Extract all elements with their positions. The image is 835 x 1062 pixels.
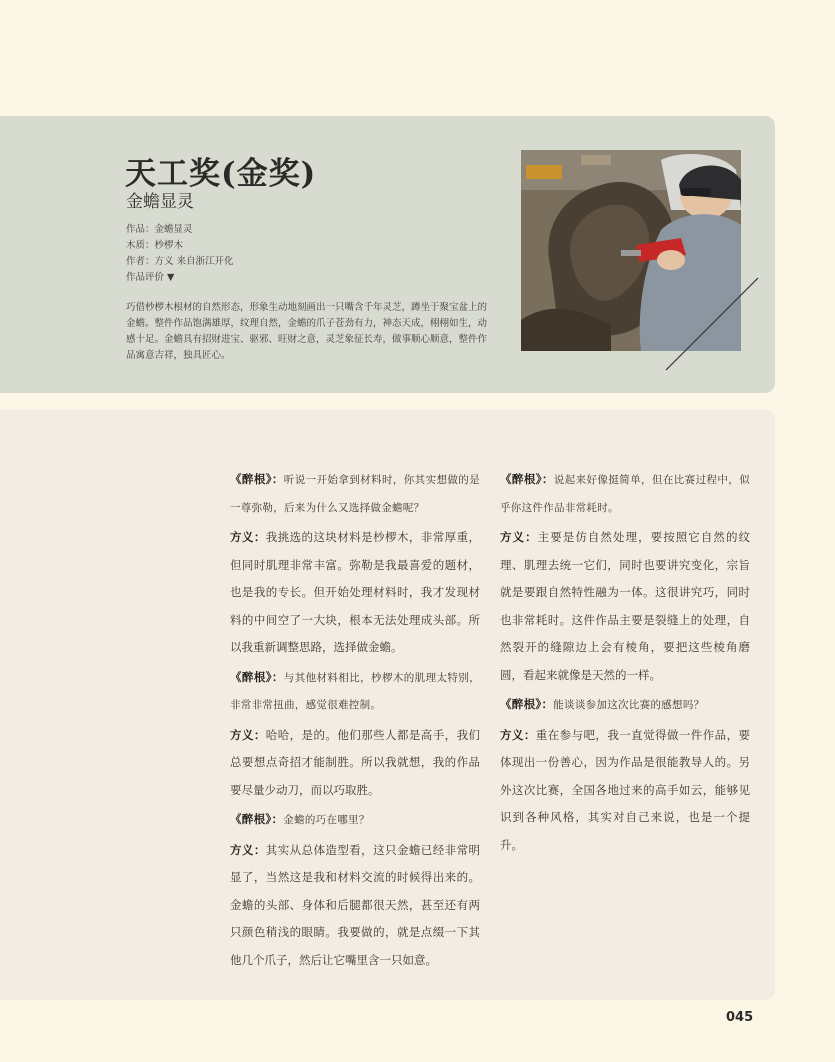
speaker-label: 《醉根》： xyxy=(230,812,284,826)
question-text: 与其他材料相比，杪椤木的肌理太特别，非常非常扭曲，感觉很难控制。 xyxy=(230,671,481,711)
question-text: 能谈谈参加这次比赛的感想吗？ xyxy=(553,699,705,711)
answer-text: 哈哈，是的。他们那些人都是高手，我们总要想点奇招才能制胜。所以我就想，我的作品要尽量少动刀，而以巧取胜。 xyxy=(230,727,481,797)
speaker-label: 方义： xyxy=(500,727,536,742)
interview-column-left xyxy=(230,466,480,976)
work-meta xyxy=(126,222,234,286)
page-number: 045 xyxy=(726,1010,754,1025)
answer xyxy=(500,524,750,689)
answer-text: 我挑选的这块材料是杪椤木，非常厚重，但同时肌理非常丰富。弥勒是我最喜爱的题材，也是我的专长。但开始处理材料时，我才发现材料的中间空了一大块，根本无法处理成头部。所以我重新调整思路，选择做金蟾。 xyxy=(230,530,481,654)
meta-author: 作者：方义 来自浙江开化 xyxy=(126,256,234,267)
answer-text: 重在参与吧，我一直觉得做一件作品，要体现出一份善心，因为作品是很能教导人的。另外这次比赛，全国各地过来的高手如云，能够见识到各种风格，其实对自己来说，也是一个提升。 xyxy=(500,727,751,852)
speaker-label: 《醉根》： xyxy=(500,472,554,486)
speaker-label: 《醉根》： xyxy=(230,472,284,486)
meta-material: 木质：杪椤木 xyxy=(126,240,184,251)
question-text: 说起来好像挺简单，但在比赛过程中，似乎你这件作品非常耗时。 xyxy=(500,474,751,514)
speaker-label: 方义： xyxy=(230,727,266,742)
work-subtitle: 金蟾显灵 xyxy=(126,192,194,212)
meta-review-toggle[interactable]: 作品评价 ▼ xyxy=(126,272,175,283)
answer xyxy=(500,722,750,860)
work-description: 巧借杪椤木根材的自然形态，形象生动地刻画出一只嘴含千年灵芝，蹲坐于聚宝盆上的金蟾。整件作品饱满雄厚，纹理自然，金蟾的爪子苍劲有力，神态天成，栩栩如生，动感十足。金蟾具有招财进宝、驱邪、旺财之意，灵芝象征长寿，做事顺心顺意，整件作品寓意吉祥，独具匠心。 xyxy=(126,302,488,361)
speaker-label: 方义： xyxy=(230,842,266,857)
question xyxy=(230,806,480,835)
speaker-label: 方义： xyxy=(230,530,266,544)
question xyxy=(230,466,480,522)
answer-text: 主要是仿自然处理，要按照它自然的纹理、肌理去统一它们，同时也要讲究变化，宗旨就是要跟自然特性融为一体。这很讲究巧，同时也非常耗时。这件作品主要是裂缝上的处理，自然裂开的缝隙边上会有棱角，要把这些棱角磨圆，看起来就像是天然的一样。 xyxy=(500,530,751,682)
question xyxy=(500,691,750,720)
speaker-label: 《醉根》： xyxy=(230,669,284,684)
meta-work: 作品：金蟾显灵 xyxy=(126,224,193,235)
answer xyxy=(230,722,480,805)
answer-text: 其实从总体造型看，这只金蟾已经非常明显了，当然这是我和材料交流的时候得出来的。金蟾的头部、身体和后腿都很天然，甚至还有两只颜色稍浅的眼睛。我要做的，就是点缀一下其他几个爪子，然后让它嘴里含一只如意。 xyxy=(230,842,481,967)
answer xyxy=(230,837,480,975)
interview-column-right xyxy=(500,466,750,861)
question-text: 金蟾的巧在哪里？ xyxy=(283,814,370,826)
speaker-label: 方义： xyxy=(500,530,538,544)
question xyxy=(500,466,750,522)
decorative-slash xyxy=(664,276,760,372)
question-text: 听说一开始拿到材料时，你其实想做的是一尊弥勒，后来为什么又选择做金蟾呢？ xyxy=(230,474,481,514)
answer xyxy=(230,524,480,662)
page-title: 天工奖(金奖) xyxy=(125,156,317,192)
question xyxy=(230,664,480,720)
speaker-label: 《醉根》： xyxy=(500,697,554,711)
